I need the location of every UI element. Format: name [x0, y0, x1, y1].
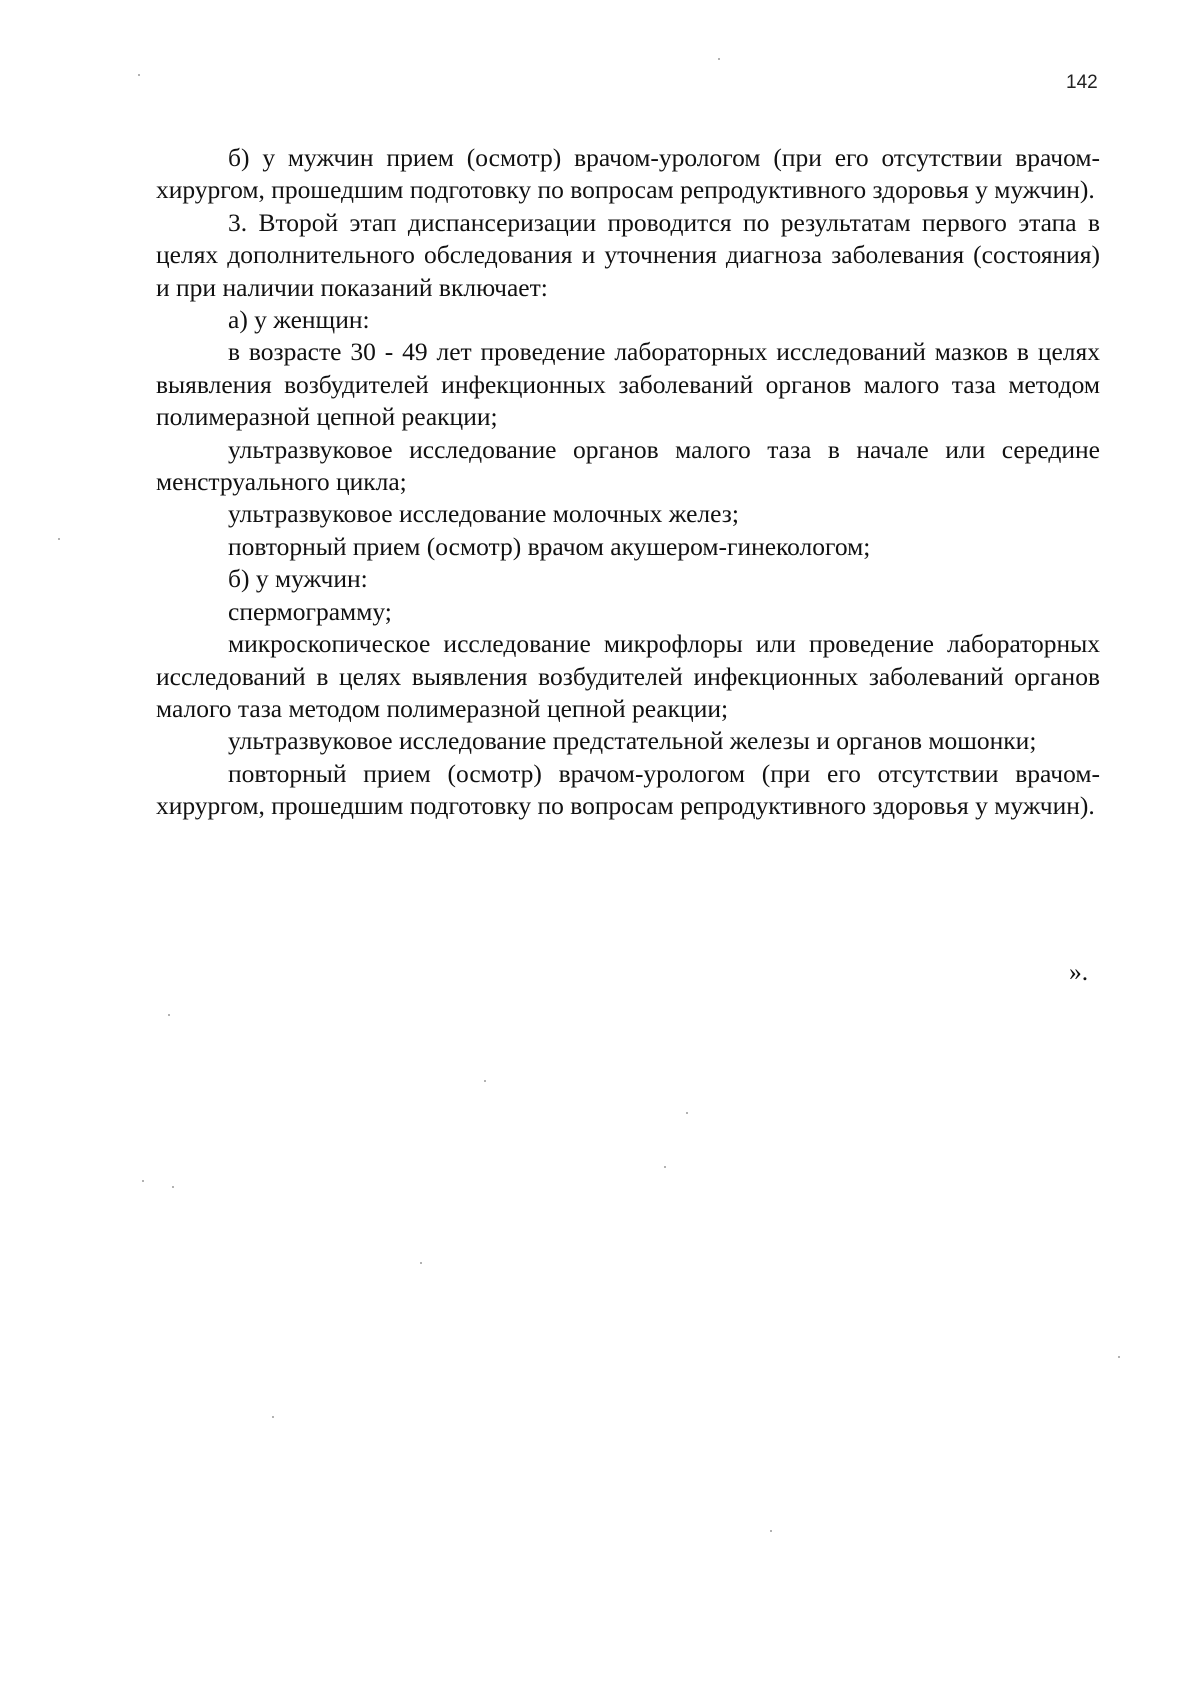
paragraph-men-microflora-tests: микроскопическое исследование микрофлоры или проведение лабораторных исследований в целях выявления возбудителей инфекционных заболеваний органов малого таза методом полимеразной цепной реакции; — [156, 629, 1100, 723]
paragraph-men-urologist-repeat: повторный прием (осмотр) врачом-урологом (при его отсутствии врачом-хирургом, прошедшим подготовку по вопросам репродуктивного здоровья у мужчин). — [156, 758, 1100, 821]
scan-speck — [1118, 1356, 1120, 1358]
scan-speck — [420, 1262, 422, 1264]
paragraph-women-gynecologist-repeat: повторный прием (осмотр) врачом акушером-гинекологом; — [228, 531, 871, 561]
scan-speck — [686, 1112, 688, 1114]
closing-quote-mark: ». — [1069, 957, 1089, 986]
page-number: 142 — [1066, 72, 1098, 93]
paragraph-men-prostate-ultrasound: ультразвуковое исследование предстательной железы и органов мошонки; — [228, 726, 1037, 756]
scan-speck — [168, 1014, 170, 1016]
paragraph-men-heading: б) у мужчин: — [228, 564, 368, 594]
scan-speck — [138, 74, 140, 76]
scan-speck — [58, 538, 60, 540]
paragraph-women-pelvic-ultrasound: ультразвуковое исследование органов малого таза в начале или середине менструального цикла; — [156, 434, 1100, 497]
paragraph-men-spermogram: спермограмму; — [228, 596, 392, 626]
scan-speck — [718, 58, 720, 60]
paragraph-men-first-stage-urologist: б) у мужчин прием (осмотр) врачом-урологом (при его отсутствии врачом-хирургом, прошедшим подготовку по вопросам репродуктивного здоровья у мужчин). — [156, 143, 1100, 205]
scan-speck — [770, 1530, 772, 1532]
paragraph-second-stage-intro: 3. Второй этап диспансеризации проводится по результатам первого этапа в целях дополнительного обследования и уточнения диагноза заболевания (состояния) и при наличии показаний включает: — [156, 207, 1100, 302]
paragraph-women-heading: а) у женщин: — [228, 305, 370, 335]
scan-speck — [664, 1166, 666, 1168]
scan-speck — [142, 1180, 144, 1182]
scan-speck — [172, 1186, 174, 1188]
document-body — [156, 142, 1100, 823]
paragraph-women-pcr-tests: в возрасте 30 - 49 лет проведение лабораторных исследований мазков в целях выявления возбудителей инфекционных заболеваний органов малого таза методом полимеразной цепной реакции; — [156, 337, 1100, 432]
scan-speck — [484, 1080, 486, 1082]
paragraph-women-breast-ultrasound: ультразвуковое исследование молочных желез; — [228, 499, 739, 529]
scan-speck — [272, 1416, 274, 1418]
